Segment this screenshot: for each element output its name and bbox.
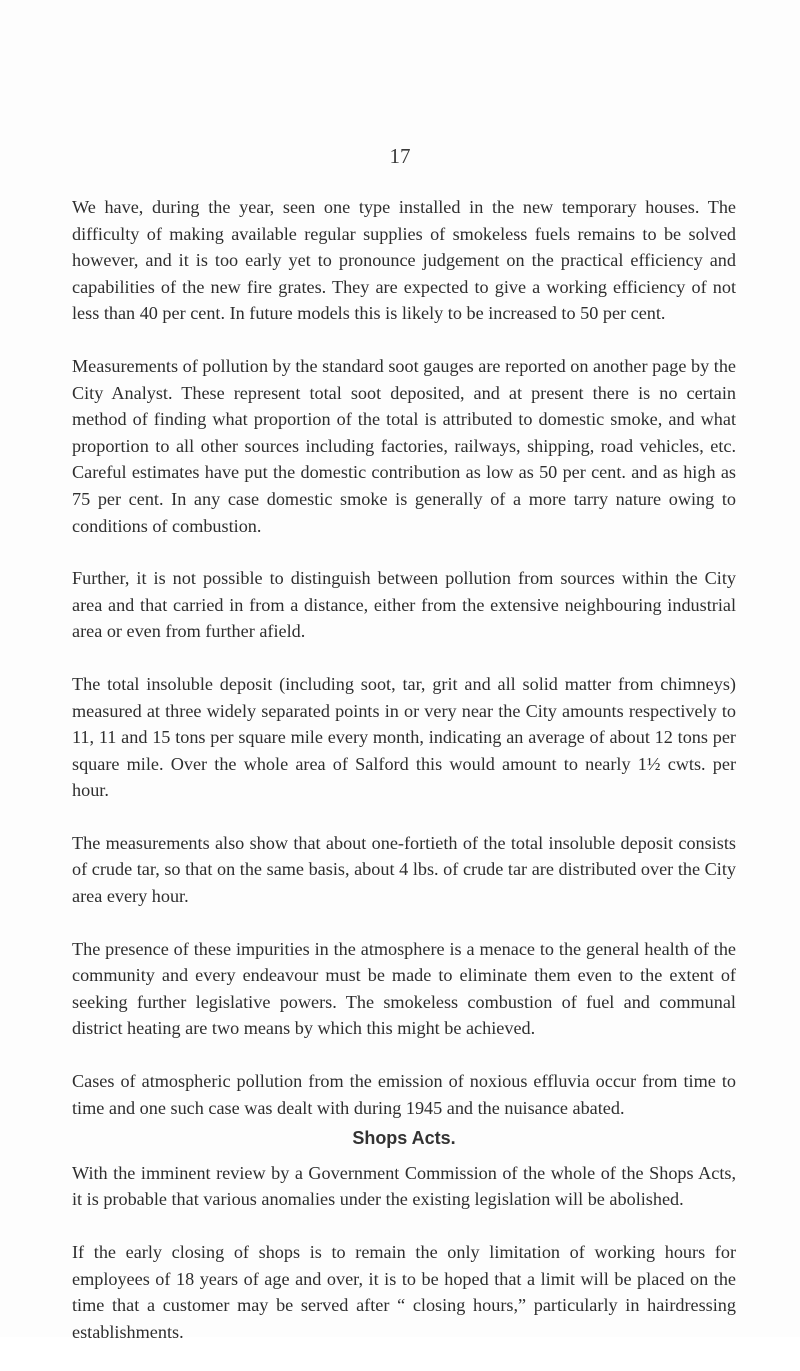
page-number: 17 <box>389 144 411 168</box>
paragraph-noxious-effluvia: Cases of atmospheric pollution from the emission of noxious effluvia occur from time to time and one such case was dealt with during 1945 and the nuisance abated. <box>72 1071 736 1118</box>
paragraph-health-menace: The presence of these impurities in the atmosphere is a menace to the general health of the community and every endeavour must be made to eliminate them even to the extent of seeking further legislative powers. The smokeless combustion of fuel and communal district heating are two means by which this might be achieved. <box>72 938 736 1039</box>
paragraph-crude-tar: The measurements also show that about one-fortieth of the total insoluble deposit consists of crude tar, so that on the same basis, about 4 lbs. of crude tar are distributed over the City area every hour. <box>72 832 736 907</box>
body-text <box>72 194 736 1371</box>
paragraph-smokeless-fuels: We have, during the year, seen one type installed in the new temporary houses. The difficulty of making available regular supplies of smokeless fuels remains to be solved however, and it is too early yet to pronounce judgement on the practical efficiency and capabilities of the new fire grates. They are expected to give a working efficiency of not less than 40 per cent. In future models this is likely to be increased to 50 per cent. <box>72 197 736 324</box>
paragraph-pollution-sources: Further, it is not possible to distinguish between pollution from sources within the City area and that carried in from a distance, either from the extensive neighbouring industrial area or even from further afield. <box>72 568 736 642</box>
paragraph-early-closing: If the early closing of shops is to remain the only limitation of working hours for employees of 18 years of age and over, it is to be hoped that a limit will be placed on the time that a customer may be served after “ closing hours,” particularly in hairdressing establishments. <box>72 1242 736 1342</box>
section-heading-shops-acts: Shops Acts. <box>352 1128 456 1149</box>
paragraph-soot-gauges: Measurements of pollution by the standard soot gauges are reported on another page by the City Analyst. These represent total soot deposited, and at present there is no certain method of finding what proportion of the total is attributed to domestic smoke, and what proportion to all other sources including factories, railways, shipping, road vehicles, etc. Careful estimates have put the domestic contribution as low as 50 per cent. and as high as 75 per cent. In any case domestic smoke is generally of a more tarry nature owing to conditions of combustion. <box>72 355 736 536</box>
paragraph-insoluble-deposit: The total insoluble deposit (including soot, tar, grit and all solid matter from chimneys) measured at three widely separated points in or very near the City amounts respectively to 11, 11 and 15 tons per square mile every month, indicating an average of about 12 tons per square mile. Over the whole area of Salford this would amount to nearly 1½ cwts. per hour. <box>72 673 736 801</box>
paragraph-shops-acts-review: With the imminent review by a Government Commission of the whole of the Shops Acts, it is probable that various anomalies under the existing legislation will be abolished. <box>72 1162 736 1210</box>
